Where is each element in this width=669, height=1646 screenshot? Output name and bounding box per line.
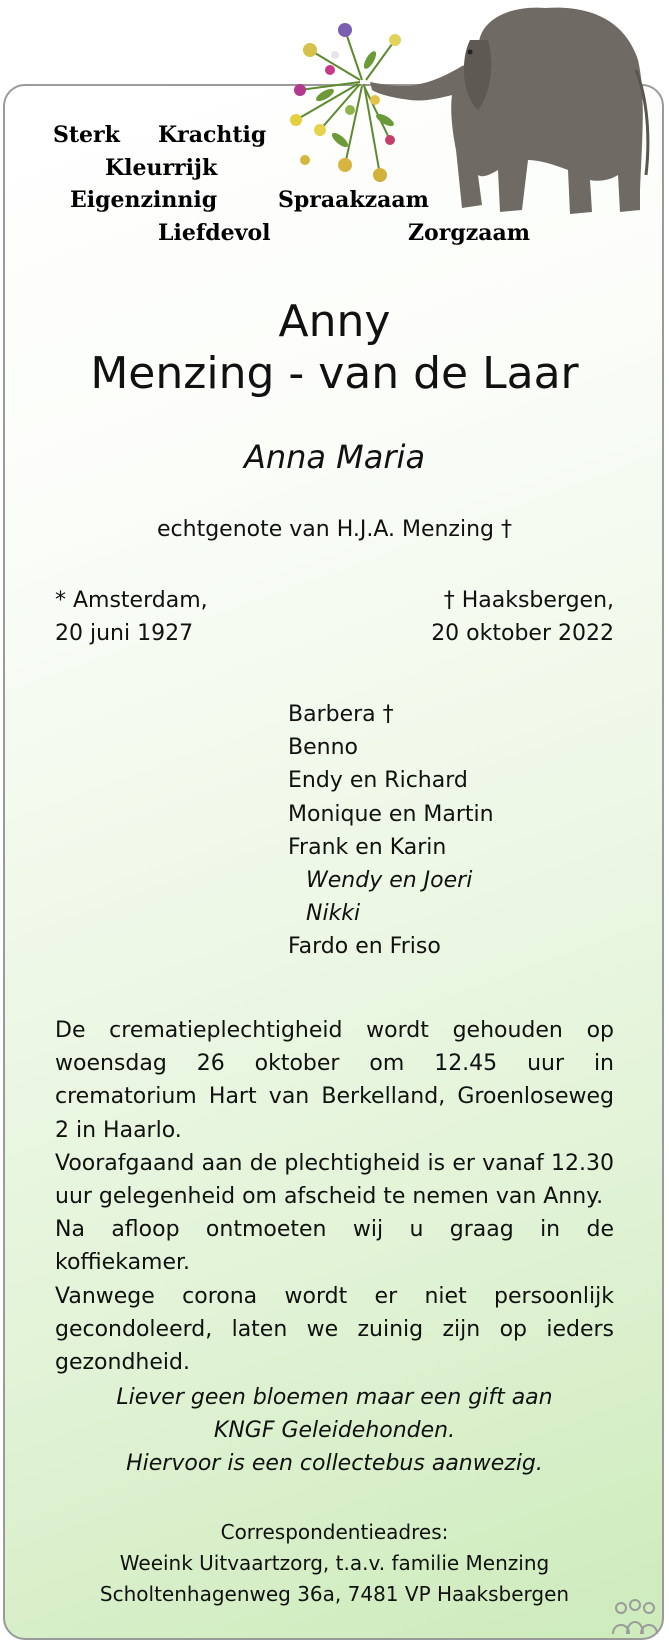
correspondence-heading: Correspondentieadres: — [220, 1520, 449, 1544]
ceremony-paragraph: De crematieplechtigheid wordt gehouden op woensdag 26 oktober om 12.45 uur in crematorium Hart van Berkelland, Groenloseweg 2 in Haarlo. — [55, 1018, 614, 1143]
character-traits — [0, 0, 669, 260]
birth-date: 20 juni 1927 — [55, 621, 194, 646]
family-member: Fardo en Friso — [288, 934, 441, 960]
donation-line: Liever geen bloemen maar een gift aan — [116, 1385, 553, 1410]
family-member: Monique en Martin — [288, 801, 494, 827]
given-names: Anna Maria — [243, 438, 426, 476]
ceremony-paragraph: Vanwege corona wordt er niet persoonlijk gecondoleerd, laten we zuinig zijn op ieders gezondheid. — [55, 1283, 614, 1376]
death-info — [431, 584, 614, 650]
trait-zorgzaam: Zorgzaam — [408, 220, 530, 246]
ceremony-paragraph: Voorafgaand aan de plechtigheid is er vanaf 12.30 uur gelegenheid om afscheid te nemen van Anny. — [55, 1150, 614, 1210]
death-place: † Haaksbergen, — [443, 588, 614, 613]
trait-eigenzinnig: Eigenzinnig — [70, 187, 218, 213]
birth-info — [55, 584, 208, 650]
correspondence-line: Scholtenhagenweg 36a, 7481 VP Haaksbergen — [99, 1582, 570, 1606]
death-date: 20 oktober 2022 — [431, 621, 614, 646]
trait-sterk: Sterk — [53, 122, 120, 148]
spouse-line: echtgenote van H.J.A. Menzing † — [157, 517, 512, 542]
family-logo-icon — [611, 1598, 659, 1638]
full-name: Menzing - van de Laar — [90, 348, 579, 399]
trait-spraakzaam: Spraakzaam — [278, 187, 429, 213]
donation-line: KNGF Geleidehonden. — [213, 1418, 456, 1443]
trait-liefdevol: Liefdevol — [158, 220, 271, 246]
grandchild: Wendy en Joeri — [306, 868, 473, 894]
first-name: Anny — [278, 296, 391, 347]
family-member: Endy en Richard — [288, 768, 468, 794]
trait-krachtig: Krachtig — [158, 122, 267, 148]
correspondence-address — [0, 1517, 669, 1610]
ceremony-text — [55, 1014, 614, 1379]
donation-note — [0, 1381, 669, 1480]
trait-kleurrijk: Kleurrijk — [105, 155, 218, 181]
donation-line: Hiervoor is een collectebus aanwezig. — [126, 1451, 543, 1476]
family-member: Frank en Karin — [288, 834, 447, 860]
correspondence-line: Weeink Uitvaartzorg, t.a.v. familie Menzing — [119, 1551, 550, 1575]
grandchild: Nikki — [306, 901, 361, 927]
ceremony-paragraph: Na afloop ontmoeten wij u graag in de koffiekamer. — [55, 1217, 614, 1276]
birth-place: * Amsterdam, — [55, 588, 208, 613]
family-member: Benno — [288, 735, 358, 761]
family-member: Barbera † — [288, 702, 394, 727]
family-list — [288, 698, 494, 964]
